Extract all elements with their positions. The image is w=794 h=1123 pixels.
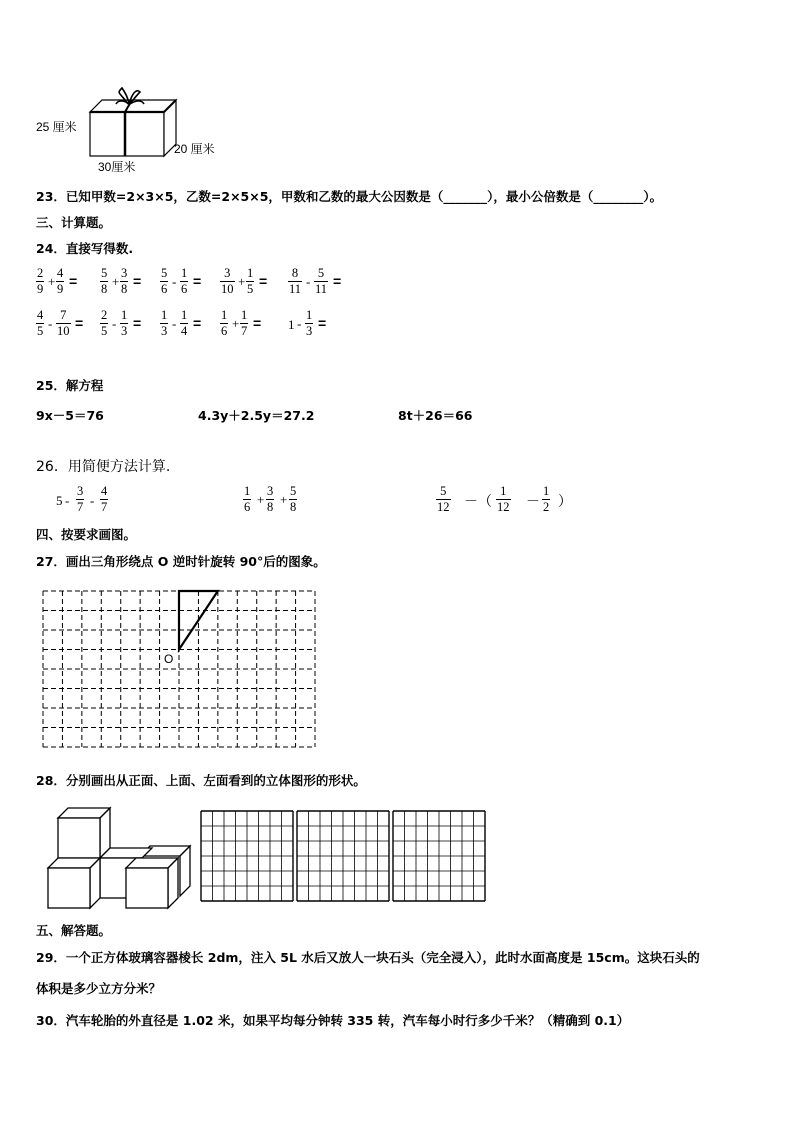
fraction-a <box>436 484 451 515</box>
fraction-b-denominator: 12 <box>497 500 510 514</box>
fraction-a-denominator: 3 <box>161 324 168 338</box>
fraction-c-denominator: 8 <box>290 500 297 514</box>
fraction-c <box>289 484 297 515</box>
fraction-a-denominator: 6 <box>221 324 228 338</box>
fraction-a-denominator: 6 <box>161 282 168 296</box>
fraction-a-numerator: 3 <box>77 484 84 498</box>
fraction-b-numerator: 1 <box>121 308 128 322</box>
question-24-title: 24．直接写得数. <box>36 241 134 256</box>
operator: + <box>232 316 240 331</box>
fraction-b <box>496 484 511 515</box>
fraction-b-denominator: 10 <box>57 324 70 338</box>
fraction-b-denominator: 7 <box>241 324 248 338</box>
fraction-a-numerator: 1 <box>161 308 168 322</box>
fraction-b-denominator: 3 <box>121 324 128 338</box>
question-23: 23．已知甲数=2×3×5，乙数=2×5×5，甲数和乙数的最大公因数是（_______），最小公倍数是（________）。 <box>36 189 663 204</box>
operator: - <box>48 316 53 331</box>
fraction-b-numerator: 7 <box>60 308 67 322</box>
fraction-b-denominator: 9 <box>57 282 64 296</box>
fraction-b-denominator: 8 <box>121 282 128 296</box>
question-26-title: 26．用简便方法计算. <box>36 459 171 475</box>
question-30: 30．汽车轮胎的外直径是 1.02 米，如果平均每分钟转 335 转，汽车每小时行多少千米？（精确到 0.1） <box>36 1013 630 1028</box>
equals-sign: = <box>318 315 327 331</box>
fraction-c-numerator: 5 <box>290 484 297 498</box>
equals-sign: = <box>259 273 268 289</box>
box-width-label: 30厘米 <box>98 160 136 174</box>
view-grids-svg <box>200 810 490 902</box>
equals-sign: = <box>333 273 342 289</box>
fraction-b <box>240 308 248 339</box>
fraction-a-numerator: 1 <box>221 308 228 322</box>
equals-sign: = <box>193 273 202 289</box>
view-grids <box>200 810 490 902</box>
fraction-a <box>100 266 108 297</box>
fraction-a-denominator: 10 <box>221 282 234 296</box>
operator: - <box>306 274 311 289</box>
fraction-b <box>266 484 274 515</box>
equals-sign: = <box>193 315 202 331</box>
question-29-line-2: 体积是多少立方分米？ <box>36 981 162 996</box>
view-grid-2 <box>297 811 389 901</box>
question-28-title: 28．分别画出从正面、上面、左面看到的立体图形的形状。 <box>36 773 366 788</box>
close-paren: ） <box>558 495 572 510</box>
fraction-a-numerator: 2 <box>37 266 44 280</box>
fraction-b <box>314 266 328 297</box>
whole-number: 5 <box>56 493 63 508</box>
operator: - <box>172 274 177 289</box>
fraction-b <box>56 266 64 297</box>
operator: - <box>112 316 117 331</box>
fraction-a <box>288 266 302 297</box>
operator: + <box>257 492 265 507</box>
equals-sign: = <box>75 315 84 331</box>
fraction-a-denominator: 8 <box>101 282 108 296</box>
fraction-b-numerator: 4 <box>101 484 108 498</box>
operator: + <box>48 274 56 289</box>
fraction-a-denominator: 11 <box>289 282 302 296</box>
fraction-a <box>36 266 44 297</box>
fraction-a-denominator: 5 <box>101 324 108 338</box>
fraction-b-numerator: 4 <box>57 266 64 280</box>
fraction-b <box>56 308 71 339</box>
equation-2: 4.3y＋2.5y＝27.2 <box>198 408 315 423</box>
fraction-a-denominator: 5 <box>37 324 44 338</box>
equals-sign: = <box>133 315 142 331</box>
fraction-a <box>160 308 168 339</box>
fraction-a-numerator: 4 <box>37 308 44 322</box>
fraction-a-denominator: 12 <box>437 500 450 514</box>
fraction-b-denominator: 3 <box>306 324 313 338</box>
box-height-label: 25 厘米 <box>36 120 77 134</box>
rotation-grid <box>40 588 320 750</box>
whole-number: 1 <box>288 317 295 332</box>
fraction-a-numerator: 8 <box>291 266 299 280</box>
operator-paren: －（ <box>464 495 492 510</box>
fraction-c-denominator: 2 <box>543 500 550 514</box>
fraction-c <box>542 484 550 515</box>
section-4-heading: 四、按要求画图。 <box>36 527 137 542</box>
fraction-a-numerator: 3 <box>224 266 231 280</box>
fraction-a <box>220 308 228 339</box>
operator: + <box>238 274 246 289</box>
simplify-calc-row <box>36 484 596 524</box>
fraction-b-denominator: 8 <box>267 500 274 514</box>
gift-box-figure <box>36 82 236 172</box>
fraction-b-numerator: 3 <box>267 484 274 498</box>
fraction-a <box>160 266 168 297</box>
equals-sign: = <box>253 315 262 331</box>
operator: - <box>297 316 302 331</box>
fraction-b <box>180 266 188 297</box>
fraction-a-numerator: 1 <box>244 484 251 498</box>
fraction-b-denominator: 7 <box>101 500 108 514</box>
fraction-b <box>246 266 254 297</box>
fraction-a <box>100 308 108 339</box>
view-grid-1 <box>201 811 293 901</box>
fraction-c-numerator: 1 <box>543 484 550 498</box>
fraction-a-denominator: 9 <box>37 282 44 296</box>
fraction-b-numerator: 1 <box>241 308 248 322</box>
cube-stack-drawing <box>44 804 194 914</box>
direct-calc-grid <box>36 266 396 346</box>
rotation-grid-svg <box>40 588 320 750</box>
operator: - <box>65 493 70 508</box>
fraction-a-denominator: 7 <box>77 500 84 514</box>
box-depth-label: 20 厘米 <box>174 142 215 156</box>
fraction-a-numerator: 5 <box>440 484 447 498</box>
fraction-b-numerator: 1 <box>181 266 188 280</box>
question-29-line-1: 29．一个正方体玻璃容器棱长 2dm，注入 5L 水后又放人一块石头（完全浸入），此时水面高度是 15cm。这块石头的 <box>36 950 700 965</box>
fraction-a <box>76 484 84 515</box>
fraction-b <box>305 308 313 339</box>
operator: + <box>280 492 288 507</box>
fraction-a-numerator: 5 <box>161 266 168 280</box>
fraction-b-numerator: 1 <box>306 308 313 322</box>
fraction-a <box>243 484 251 515</box>
operator: - <box>172 316 177 331</box>
fraction-b-denominator: 5 <box>247 282 254 296</box>
fraction-b-numerator: 1 <box>247 266 254 280</box>
view-grid-3 <box>393 811 485 901</box>
equals-sign: = <box>69 273 78 289</box>
question-27-title: 27．画出三角形绕点 O 逆时针旋转 90°后的图象。 <box>36 554 326 569</box>
operator: + <box>112 274 120 289</box>
cube-solid-figure <box>44 804 194 914</box>
fraction-b <box>120 266 128 297</box>
equals-sign: = <box>133 273 142 289</box>
point-o-label: O <box>164 652 174 666</box>
fraction-b <box>120 308 128 339</box>
equation-1: 9x－5＝76 <box>36 408 104 423</box>
fraction-a-numerator: 2 <box>101 308 108 322</box>
fraction-a-numerator: 5 <box>101 266 108 280</box>
fraction-b-numerator: 1 <box>500 484 507 498</box>
equation-3: 8t＋26＝66 <box>398 408 473 423</box>
fraction-b-denominator: 4 <box>181 324 188 338</box>
fraction-b <box>100 484 108 515</box>
question-25-title: 25．解方程 <box>36 378 104 393</box>
fraction-b-numerator: 1 <box>181 308 188 322</box>
fraction-a <box>220 266 235 297</box>
operator: - <box>90 493 95 508</box>
fraction-b <box>180 308 188 339</box>
fraction-b-denominator: 6 <box>181 282 188 296</box>
fraction-b-numerator: 3 <box>121 266 128 280</box>
section-5-heading: 五、解答题。 <box>36 923 112 938</box>
fraction-b-numerator: 5 <box>317 266 325 280</box>
fraction-a <box>36 308 44 339</box>
operator: － <box>526 495 540 510</box>
fraction-b-denominator: 11 <box>315 282 328 296</box>
fraction-a-denominator: 6 <box>244 500 251 514</box>
section-3-heading: 三、计算题。 <box>36 215 112 230</box>
